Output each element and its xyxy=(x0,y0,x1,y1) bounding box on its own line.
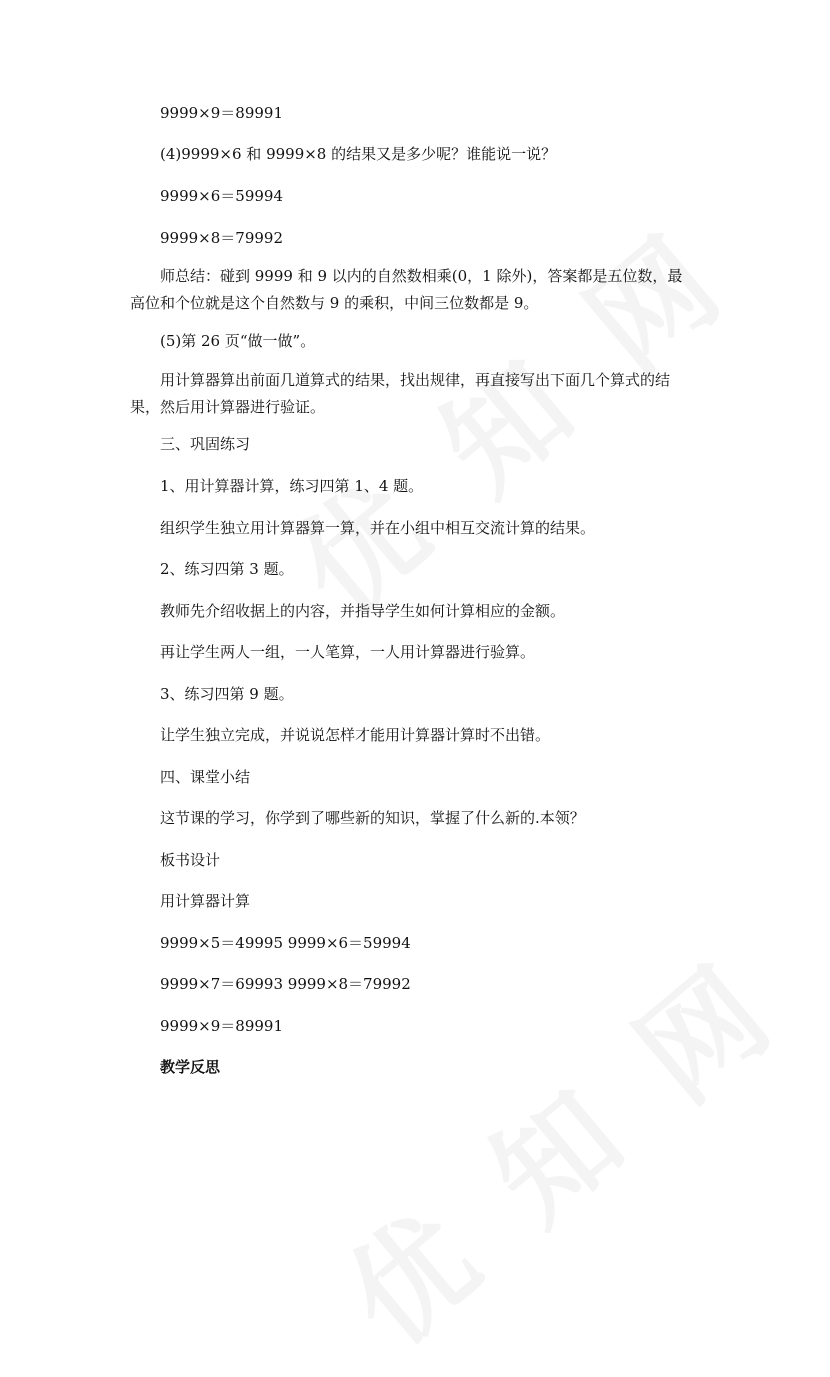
equation-line: 9999×7＝69993 9999×8＝79992 xyxy=(160,975,411,993)
paragraph: 组织学生独立用计算器算一算，并在小组中相互交流计算的结果。 xyxy=(160,519,596,537)
section-heading: 四、课堂小结 xyxy=(160,768,251,786)
calculator-instruction-paragraph: 用计算器算出前面几道算式的结果，找出规律，再直接写出下面几个算式的结果，然后用计算器进行验证。 xyxy=(130,371,671,416)
section-heading: 三、巩固练习 xyxy=(160,435,251,453)
equation-line: 9999×9＝89991 xyxy=(160,104,284,122)
question-paragraph: (4)9999×6 和 9999×8 的结果又是多少呢？谁能说一说？ xyxy=(160,145,557,163)
teaching-reflection-heading: 教学反思 xyxy=(160,1058,221,1076)
equation-line: 9999×5＝49995 9999×6＝59994 xyxy=(160,934,411,952)
exercise-item: 2、练习四第 3 题。 xyxy=(160,560,294,578)
teacher-summary-paragraph: 师总结：碰到 9999 和 9 以内的自然数相乘(0，1 除外)，答案都是五位数，最高位和个位就是这个自然数与 9 的乘积，中间三位数都是 9。 xyxy=(130,267,683,312)
paragraph: 教师先介绍收据上的内容，并指导学生如何计算相应的金额。 xyxy=(160,602,566,620)
paragraph: 再让学生两人一组，一人笔算，一人用计算器进行验算。 xyxy=(160,643,536,661)
exercise-item: 1、用计算器计算，练习四第 1、4 题。 xyxy=(160,477,424,495)
exercise-heading: (5)第 26 页“做一做”。 xyxy=(160,332,316,350)
exercise-item: 3、练习四第 9 题。 xyxy=(160,685,294,703)
board-title: 用计算器计算 xyxy=(160,892,251,910)
paragraph: 让学生独立完成，并说说怎样才能用计算器计算时不出错。 xyxy=(160,726,551,744)
equation-line: 9999×9＝89991 xyxy=(160,1017,284,1035)
board-design-heading: 板书设计 xyxy=(160,851,221,869)
equation-line: 9999×8＝79992 xyxy=(160,229,284,247)
paragraph: 这节课的学习，你学到了哪些新的知识，掌握了什么新的.本领？ xyxy=(160,809,585,827)
equation-line: 9999×6＝59994 xyxy=(160,187,284,205)
